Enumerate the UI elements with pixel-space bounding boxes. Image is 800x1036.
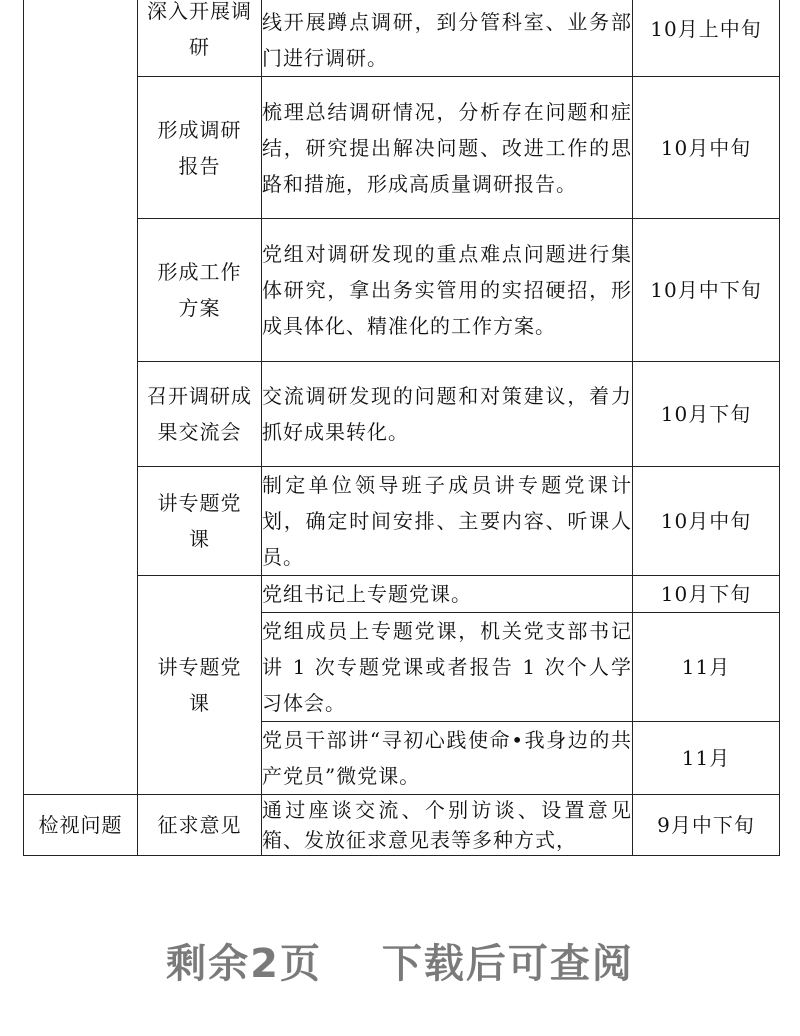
content-text: 梳理总结调研情况，分析存在问题和症结，研究提出解决问题、改进工作的思路和措施，形成高质量调研报告。 xyxy=(262,99,632,196)
time-text: 10月上中旬 xyxy=(650,16,762,41)
time-cell xyxy=(633,722,780,795)
content-cell xyxy=(262,467,633,576)
content-cell xyxy=(262,722,633,795)
item-text: 讲专题党课 xyxy=(157,491,242,551)
item-cell xyxy=(138,219,262,362)
table-row xyxy=(24,219,780,362)
stage-cell-blank xyxy=(24,0,138,795)
time-text: 10月下旬 xyxy=(660,402,752,426)
table-row xyxy=(24,362,780,467)
time-text: 10月中旬 xyxy=(660,509,752,533)
content-cell xyxy=(262,0,633,77)
content-text: 党组书记上专题党课。 xyxy=(262,582,472,606)
plan-table xyxy=(23,0,780,856)
download-notice xyxy=(0,932,800,989)
content-text: 通过座谈交流、个别访谈、设置意见箱、发放征求意见表等多种方式， xyxy=(262,798,632,852)
item-text: 征求意见 xyxy=(157,813,242,837)
item-cell xyxy=(138,77,262,219)
content-text: 党组成员上专题党课，机关党支部书记讲 1 次专题党课或者报告 1 次个人学习体会。 xyxy=(262,619,632,715)
content-text: 线开展蹲点调研，到分管科室、业务部门进行调研。 xyxy=(262,9,632,70)
stage-cell xyxy=(24,795,138,856)
time-cell xyxy=(633,77,780,219)
content-text: 交流调研发现的问题和对策建议，着力抓好成果转化。 xyxy=(262,384,632,444)
item-cell xyxy=(138,467,262,576)
time-cell xyxy=(633,613,780,722)
table-row xyxy=(24,0,780,77)
table-row xyxy=(24,576,780,613)
item-text: 深入开展调研 xyxy=(147,0,252,59)
table-row xyxy=(24,77,780,219)
item-text: 形成工作方案 xyxy=(157,260,242,320)
time-text: 11月 xyxy=(681,655,731,679)
table-row xyxy=(24,467,780,576)
time-cell xyxy=(633,0,780,77)
time-text: 10月中旬 xyxy=(660,135,752,160)
content-cell xyxy=(262,362,633,467)
time-cell xyxy=(633,795,780,856)
item-text: 召开调研成果交流会 xyxy=(147,384,252,444)
content-cell xyxy=(262,77,633,219)
item-text: 形成调研报告 xyxy=(157,117,242,178)
time-cell xyxy=(633,467,780,576)
time-text: 9月中下旬 xyxy=(657,813,755,837)
time-cell xyxy=(633,219,780,362)
time-text: 10月中下旬 xyxy=(650,278,762,302)
item-cell xyxy=(138,795,262,856)
time-text: 11月 xyxy=(681,746,731,770)
download-hint-text: 下载后可查阅 xyxy=(381,941,634,987)
content-cell xyxy=(262,219,633,362)
time-text: 10月下旬 xyxy=(660,582,752,606)
table-row xyxy=(24,795,780,856)
stage-text: 检视问题 xyxy=(38,813,123,837)
content-text: 党组对调研发现的重点难点问题进行集体研究，拿出务实管用的实招硬招，形成具体化、精准化的工作方案。 xyxy=(262,242,632,338)
time-cell xyxy=(633,362,780,467)
item-cell xyxy=(138,576,262,795)
item-cell xyxy=(138,362,262,467)
remaining-pages-text: 剩余2页 xyxy=(166,941,322,987)
content-cell xyxy=(262,613,633,722)
content-cell xyxy=(262,795,633,856)
content-cell xyxy=(262,576,633,613)
content-text: 党员干部讲“寻初心践使命•我身边的共产党员”微党课。 xyxy=(262,728,632,788)
item-text: 讲专题党课 xyxy=(157,655,242,715)
item-cell xyxy=(138,0,262,77)
content-text: 制定单位领导班子成员讲专题党课计划，确定时间安排、主要内容、听课人员。 xyxy=(262,473,632,569)
time-cell xyxy=(633,576,780,613)
